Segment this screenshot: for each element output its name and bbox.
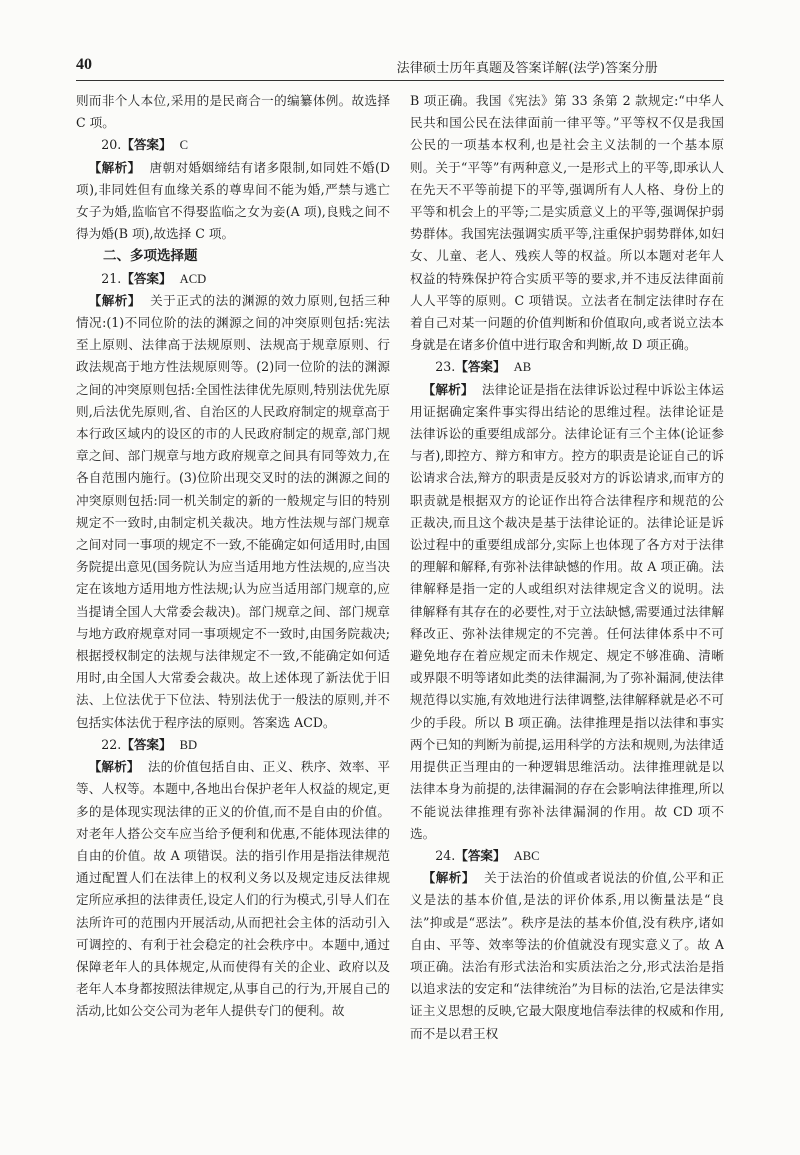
continued-text: 则而非个人本位,采用的是民商合一的编纂体例。故选择 C 项。 xyxy=(76,93,390,131)
q22-answer-value: BD xyxy=(179,737,198,752)
q24-answer-value: ABC xyxy=(513,848,540,863)
q23-answer xyxy=(410,356,724,378)
q22-answer-label: 【答案】 xyxy=(121,736,172,752)
q20-number: 20. xyxy=(101,137,122,153)
q23-answer-label: 【答案】 xyxy=(455,359,506,375)
q24-answer-label: 【答案】 xyxy=(455,847,506,863)
running-title: 法律硕士历年真题及答案详解(法学)答案分册 xyxy=(396,61,658,76)
q24-answer xyxy=(410,845,724,867)
q24-analysis xyxy=(410,867,724,1045)
q23-analysis-label: 【解析】 xyxy=(422,381,474,397)
page-number: 40 xyxy=(76,56,92,73)
q20-analysis-label: 【解析】 xyxy=(88,159,141,175)
q21-analysis xyxy=(76,290,390,734)
q24-analysis-text: 关于法治的价值或者说法的价值,公平和正义是法的基本价值,是法的评价体系,用以衡量法是“良法”抑或是“恶法”。秩序是法的基本价值,没有秩序,诸如自由、平等、效率等法的价值就没有现实意义了。故 A 项正确。法治有形式法治和实质法治之分,形式法治是指以追求法的安定和“法律统治”为目标的法治,它是法律实证主义思想的反映,它最大限度地信奉法律的权威和作用,而不是以君王权 xyxy=(410,870,724,1041)
q21-answer-value: ACD xyxy=(179,271,207,286)
q21-analysis-label: 【解析】 xyxy=(88,292,142,308)
page-header xyxy=(76,50,724,81)
q23-answer-value: AB xyxy=(513,360,532,375)
q23-analysis xyxy=(410,379,724,845)
q22-analysis-text: 法的价值包括自由、正义、秩序、效率、平等、人权等。本题中,各地出台保护老年人权益的规定,更多的是体现实现法律的正义的价值,而不是自由的价值。对老年人搭公交车应当给予便利和优惠,不能体现法律的自由的价值。故 A 项错误。法的指引作用是指法律规范通过配置人们在法律上的权利义务以及规定违反法律规定所应承担的法律责任,设定人们的行为模式,引导人们在法所许可的范围内开展活动,从而把社会主体的活动引入可调控的、有利于社会稳定的社会秩序中。本题中,通过保障老年人的具体规定,从而使得有关的企业、政府以及老年人本身都按照法律规定,从事自己的行为,开展自己的活动,比如公交公司为老年人提供专门的便利。故 xyxy=(76,759,390,1019)
q23-number: 23. xyxy=(435,359,456,375)
q22-analysis xyxy=(76,756,390,1022)
q24-number: 24. xyxy=(435,847,456,863)
q24-analysis-label: 【解析】 xyxy=(422,870,476,886)
q21-answer xyxy=(76,268,390,290)
q20-analysis-text: 唐朝对婚姻缔结有诸多限制,如同姓不婚(D 项),非同姓但有血缘关系的尊卑间不能为婚,严禁与逃亡女子为婚,监临官不得娶监临之女为妾(A 项),良贱之间不得为婚(B 项),故选择 C 项。 xyxy=(76,159,390,242)
q20-answer-label: 【答案】 xyxy=(121,137,172,153)
q23-analysis-text: 法律论证是指在法律诉讼过程中诉讼主体运用证据确定案件事实得出结论的思维过程。法律论证是法律诉讼的重要组成部分。法律论证有三个主体(论证参与者),即控方、辩方和审方。控方的职责是论证自己的诉讼请求合法,辩方的职责是反驳对方的诉讼请求,而审方的职责就是根据双方的论证作出符合法律程序和规范的公正裁决,而且这个裁决是基于法律论证的。法律论证是诉讼过程中的重要组成部分,实际上也体现了各方对于法律的理解和解释,有弥补法律缺憾的作用。故 A 项正确。法律解释是指一定的人或组织对法律规定含义的说明。法律解释有其存在的必要性,对于立法缺憾,需要通过法律解释改正、弥补法律规定的不完善。任何法律体系中不可避免地存在着应规定而未作规定、规定不够准确、清晰或界限不明等诸如此类的法律漏洞,为了弥补漏洞,使法律规范得以实施,有效地进行法律调整,法律解释就是必不可少的手段。所以 B 项正确。法律推理是指以法律和事实两个已知的判断为前提,运用科学的方法和规则,为法律适用提供正当理由的一种逻辑思维活动。法律推理就是以法律本身为前提的,法律漏洞的存在会影响法律推理,所以不能说法律推理有弥补法律漏洞的作用。故 CD 项不选。 xyxy=(410,381,724,841)
q22-analysis-label: 【解析】 xyxy=(88,759,140,775)
q20-answer xyxy=(76,134,390,156)
q20-analysis xyxy=(76,157,390,246)
q21-analysis-text: 关于正式的法的渊源的效力原则,包括三种情况:(1)不同位阶的法的渊源之间的冲突原则包括:宪法至上原则、法律高于法规原则、法规高于规章原则、行政法规高于地方性法规原则等。(2)同一位阶的法的渊源之间的冲突原则包括:全国性法律优先原则,特别法优先原则,后法优先原则,省、自治区的人民政府制定的规章高于本行政区域内的设区的市的人民政府制定的规章,部门规章之间、部门规章与地方政府规章之间具有同等效力,在各自范围内施行。(3)位阶出现交叉时的法的渊源之间的冲突原则包括:同一机关制定的新的一般规定与旧的特别规定不一致时,由制定机关裁决。地方性法规与部门规章之间对同一事项的规定不一致,不能确定如何适用时,由国务院提出意见(国务院认为应当适用地方性法规的,应当决定在该地方适用地方性法规;认为应当适用部门规章的,应当提请全国人大常委会裁决)。部门规章之间、部门规章与地方政府规章对同一事项规定不一致时,由国务院裁决;根据授权制定的法规与法律规定不一致,不能确定如何适用时,由全国人大常委会裁决。故上述体现了新法优于旧法、上位法优于下位法、特别法优于一般法的原则,并不包括实体法优于程序法的原则。答案选 ACD。 xyxy=(76,292,390,730)
q22-answer xyxy=(76,734,390,756)
continued-text: B 项正确。我国《宪法》第 33 条第 2 款规定:“中华人民共和国公民在法律面前一律平等。”平等权不仅是我国公民的一项基本权利,也是社会主义法制的一个基本原则。关于“平等”有两种意义,一是形式上的平等,即承认人在先天不平等前提下的平等,强调所有人人格、身份上的平等和机会上的平等;二是实质意义上的平等,强调保护弱势群体。我国宪法强调实质平等,注重保护弱势群体,如妇女、儿童、老人、残疾人等的权益。所以本题对老年人权益的特殊保护符合实质平等的要求,并不违反法律面前人人平等的原则。C 项错误。立法者在制定法律时存在着自己对某一问题的价值判断和价值取向,或者说立法本身就是在诸多价值中进行取舍和判断,故 D 项正确。 xyxy=(410,93,724,353)
q22-number: 22. xyxy=(101,736,122,752)
section-heading: 二、多项选择题 xyxy=(103,248,198,265)
q21-number: 21. xyxy=(101,270,122,286)
left-column xyxy=(76,90,390,1100)
q21-answer-label: 【答案】 xyxy=(121,270,172,286)
right-column xyxy=(410,90,724,1100)
q20-answer-value: C xyxy=(179,138,189,153)
